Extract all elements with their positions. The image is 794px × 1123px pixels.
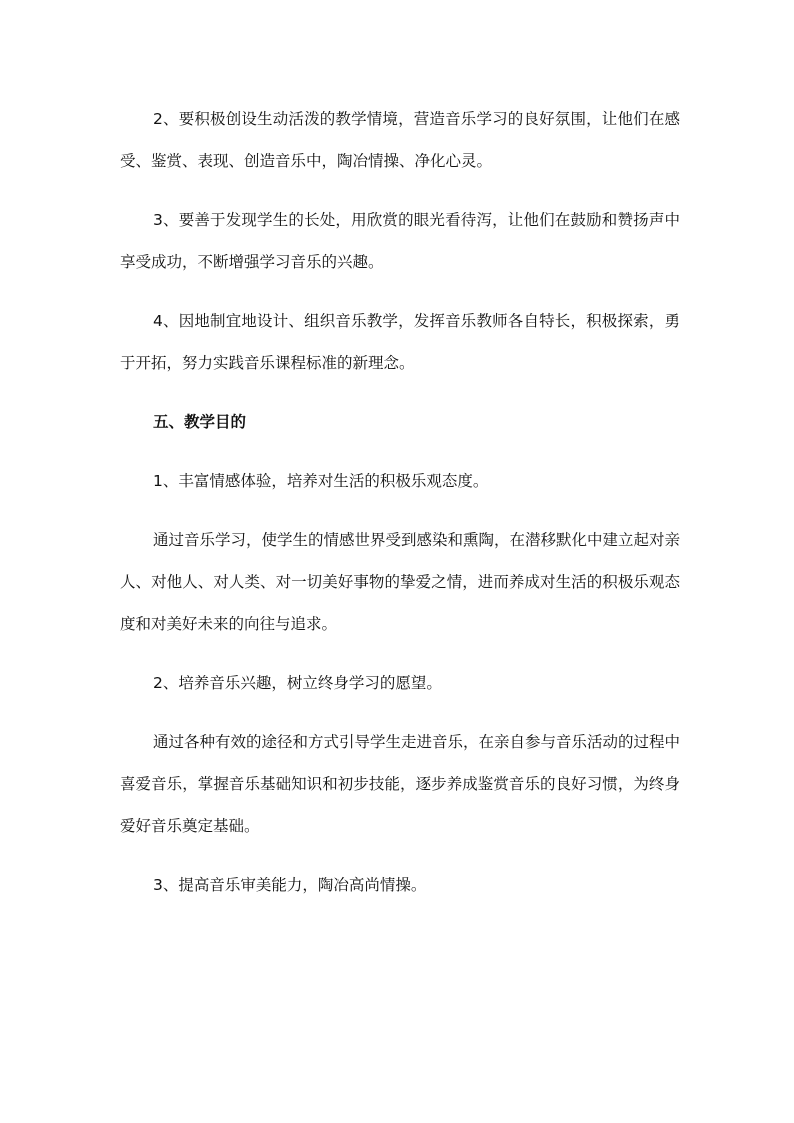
goal-2-title: 2、培养音乐兴趣，树立终身学习的愿望。 xyxy=(153,674,442,692)
paragraph-4: 4、因地制宜地设计、组织音乐教学，发挥音乐教师各自特长，积极探索，勇于开拓，努力实践音乐课程标准的新理念。 xyxy=(120,312,680,372)
goal-1-title: 1、丰富情感体验，培养对生活的积极乐观态度。 xyxy=(153,472,489,490)
document-body xyxy=(120,98,680,923)
paragraph-3: 3、要善于发现学生的长处，用欣赏的眼光看待泻，让他们在鼓励和赞扬声中享受成功，不断增强学习音乐的兴趣。 xyxy=(120,211,680,271)
goal-3-title: 3、提高音乐审美能力，陶冶高尚情操。 xyxy=(153,876,427,894)
goal-1-body: 通过音乐学习，使学生的情感世界受到感染和熏陶，在潜移默化中建立起对亲人、对他人、对人类、对一切美好事物的挚爱之情，进而养成对生活的积极乐观态度和对美好未来的向往与追求。 xyxy=(120,531,681,633)
paragraph-2: 2、要积极创设生动活泼的教学情境，营造音乐学习的良好氛围，让他们在感受、鉴赏、表现、创造音乐中，陶冶情操、净化心灵。 xyxy=(120,110,680,170)
goal-2-body: 通过各种有效的途径和方式引导学生走进音乐，在亲自参与音乐活动的过程中喜爱音乐，掌握音乐基础知识和初步技能，逐步养成鉴赏音乐的良好习惯，为终身爱好音乐奠定基础。 xyxy=(120,733,681,835)
section-heading: 五、教学目的 xyxy=(153,413,247,431)
